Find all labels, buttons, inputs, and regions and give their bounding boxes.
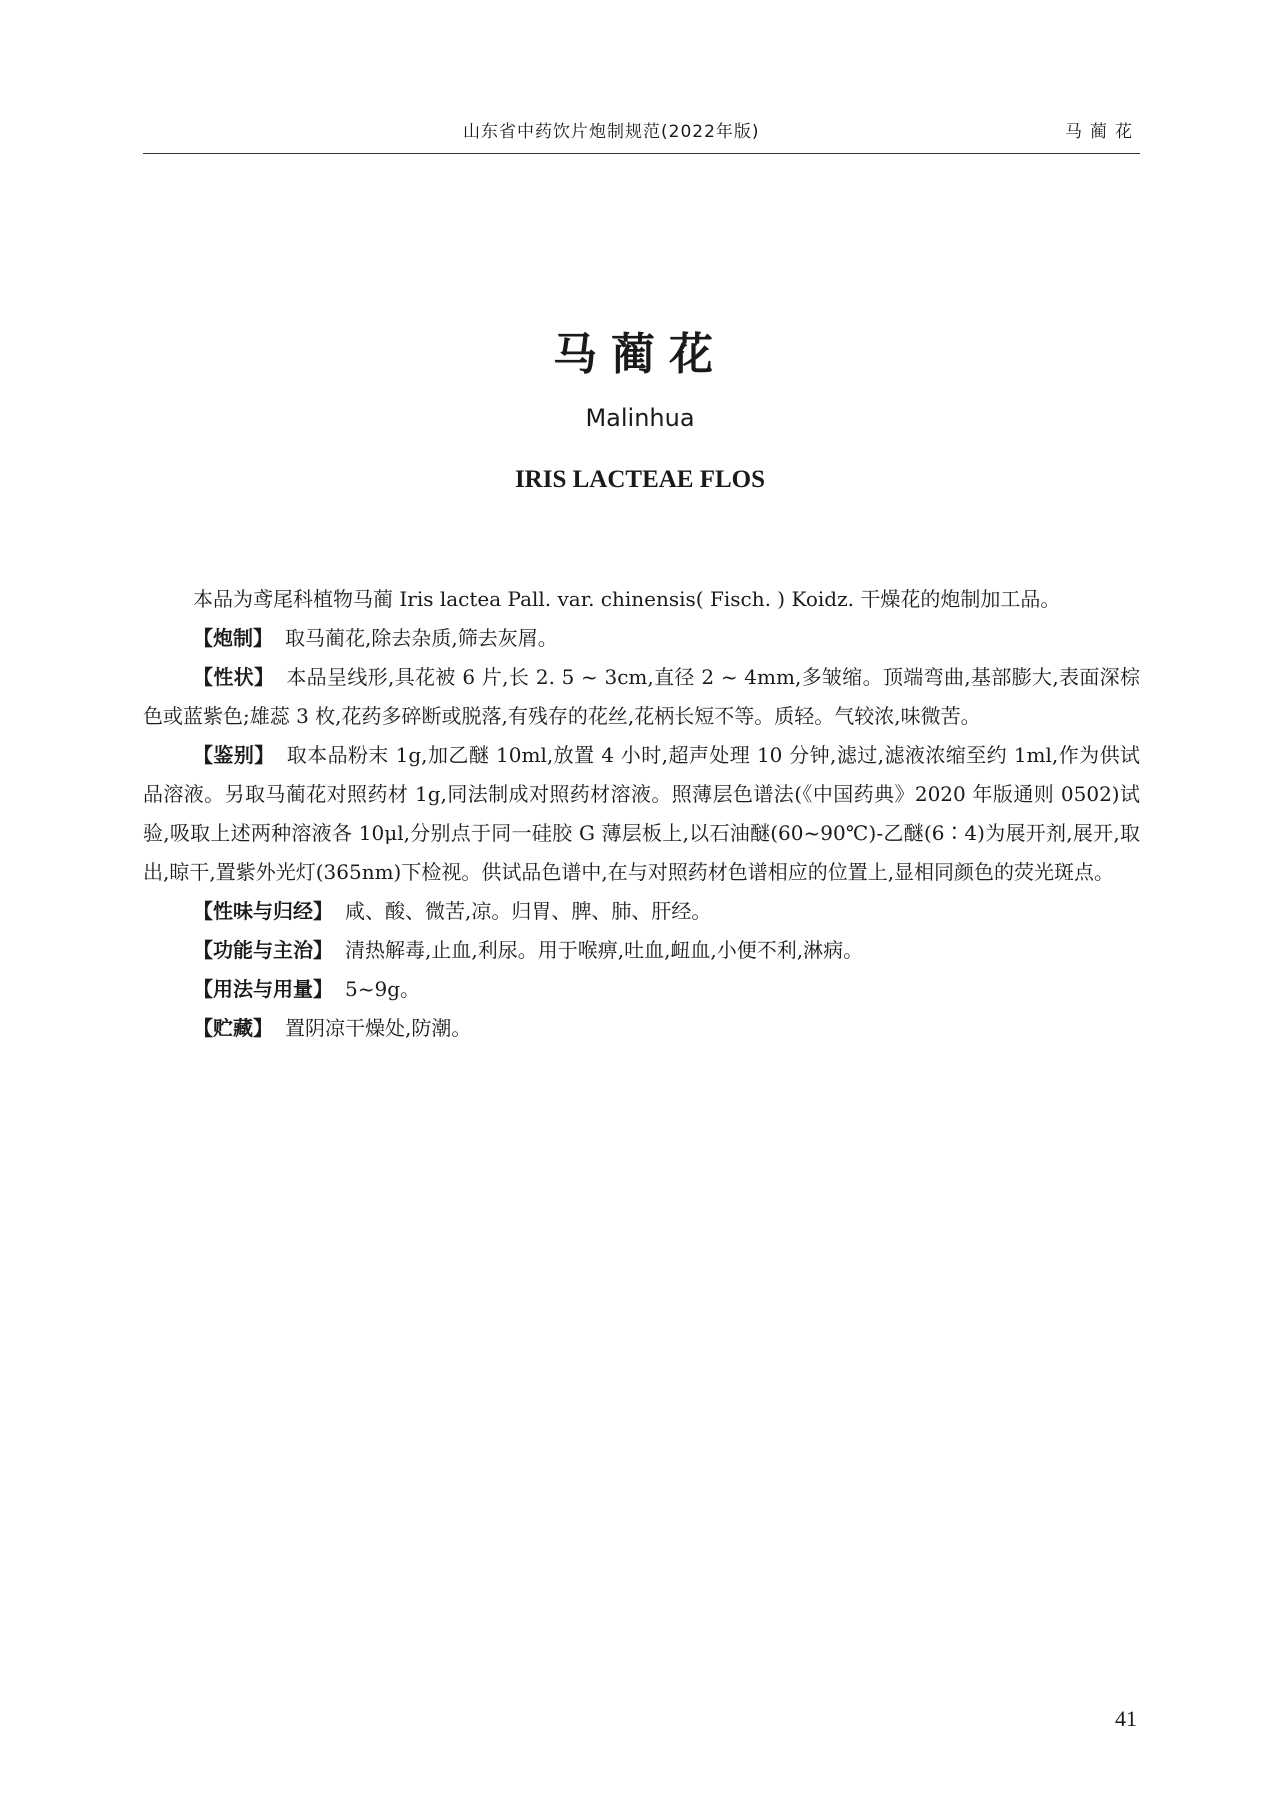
- section-text: 清热解毒,止血,利尿。用于喉痹,吐血,衄血,小便不利,淋病。: [345, 938, 864, 962]
- section-label: 【性味与归经】: [193, 899, 333, 923]
- section-storage: [143, 1009, 1140, 1048]
- header-entry-title: 马蔺花: [1065, 122, 1140, 142]
- running-header: [143, 113, 1140, 154]
- section-label: 【用法与用量】: [193, 977, 333, 1001]
- section-description: [143, 658, 1140, 736]
- section-label: 【功能与主治】: [193, 938, 333, 962]
- section-text: 本品呈线形,具花被 6 片,长 2. 5 ~ 3cm,直径 2 ~ 4mm,多皱缩。顶端弯曲,基部膨大,表面深棕色或蓝紫色;雄蕊 3 枚,花药多碎断或脱落,有残存的花丝,花柄长短不等。质轻。气较浓,味微苦。: [143, 665, 1141, 728]
- pinyin-name: Malinhua: [585, 404, 695, 432]
- section-property-meridian: [143, 892, 1140, 931]
- section-usage-dosage: [143, 970, 1140, 1009]
- page-number: 41: [1115, 1706, 1137, 1731]
- header-book-title: 山东省中药饮片炮制规范(2022年版): [463, 122, 760, 142]
- section-text: 取本品粉末 1g,加乙醚 10ml,放置 4 小时,超声处理 10 分钟,滤过,滤液浓缩至约 1ml,作为供试品溶液。另取马蔺花对照药材 1g,同法制成对照药材溶液。照薄层色谱法(《中国药典》2020 年版通则 0502)试验,吸取上述两种溶液各 10μl,分别点于同一硅胶 G 薄层板上,以石油醚(60~90℃)-乙醚(6∶4)为展开剂,展开,取出,晾干,置紫外光灯(365nm)下检视。供试品色谱中,在与对照药材色谱相应的位置上,显相同颜色的荧光斑点。: [143, 743, 1140, 884]
- section-label: 【性状】: [193, 665, 275, 689]
- section-processing: [143, 619, 1140, 658]
- section-function-indication: [143, 931, 1140, 970]
- section-label: 【贮藏】: [193, 1016, 273, 1040]
- page-title: 马蔺花: [553, 329, 727, 380]
- section-label: 【鉴别】: [193, 743, 275, 767]
- section-identification: [143, 736, 1140, 892]
- section-text: 咸、酸、微苦,凉。归胃、脾、肺、肝经。: [345, 899, 712, 923]
- intro-paragraph: 本品为鸢尾科植物马蔺 Iris lactea Pall. var. chinensis( Fisch. ) Koidz. 干燥花的炮制加工品。: [193, 587, 1061, 611]
- monograph-body: [143, 580, 1140, 1048]
- section-label: 【炮制】: [193, 626, 273, 650]
- section-text: 置阴凉干燥处,防潮。: [285, 1016, 472, 1040]
- latin-name: IRIS LACTEAE FLOS: [514, 466, 766, 493]
- section-text: 取马蔺花,除去杂质,筛去灰屑。: [285, 626, 558, 650]
- section-text: 5~9g。: [345, 977, 421, 1001]
